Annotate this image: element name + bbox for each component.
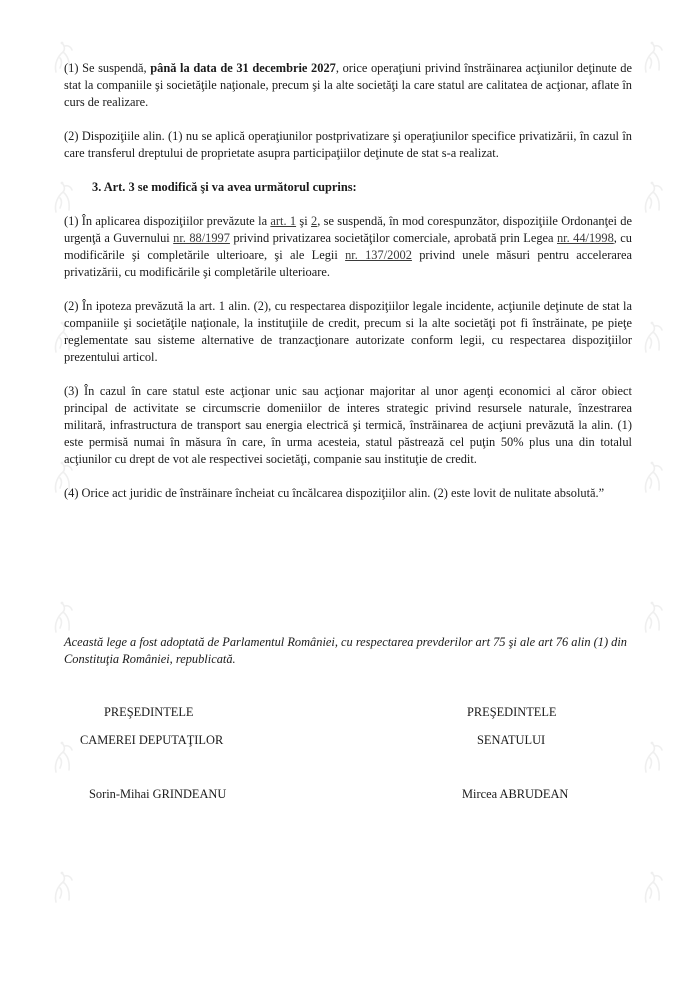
link-art-1[interactable]: art. 1 [270, 214, 297, 228]
paragraph-2: (2) Dispoziţiile alin. (1) nu se aplică operaţiunilor postprivatizare şi operaţiunilor specifice privatizării, în cazul în care transferul dreptului de proprietate asupra participaţiilor deţinute de stat s-a realizat. [64, 129, 632, 160]
parliament-logo-watermark-icon [640, 180, 666, 214]
paragraph-3 [64, 213, 632, 281]
paragraph-1-start: (1) Se suspendă, [64, 61, 151, 75]
left-signatory-name: Sorin-Mihai GRINDEANU [89, 787, 227, 801]
right-signatory-name: Mircea ABRUDEAN [462, 787, 569, 801]
law-text [64, 60, 632, 502]
parliament-logo-watermark-icon [50, 870, 76, 904]
paragraph-3-text-d: privind privatizarea societăţilor comerciale, aprobată prin Legea [229, 231, 557, 245]
adoption-note: Această lege a fost adoptată de Parlamentul României, cu respectarea prevderilor art 75 şi ale art 76 alin (1) din Constituţia României, republicată. [64, 635, 627, 666]
link-lege-137-2002[interactable]: nr. 137/2002 [345, 248, 412, 262]
paragraph-4: (2) În ipoteza prevăzută la art. 1 alin. (2), cu respectarea dispoziţiilor legale incidente, acţiunile deţinute de stat la companiile şi societăţile naţionale, la instituţiile de credit, precum si la alte societăţi pot fi înstrăinate, pe pieţe reglementate sau sisteme alternative de tranzacţionare autorizate conform legii, cu respectarea dispoziţiilor prezentului articol. [64, 299, 632, 364]
paragraph-3-text-a: (1) În aplicarea dispoziţiilor prevăzute la [64, 214, 271, 228]
left-signatory-title-2: CAMEREI DEPUTAŢILOR [80, 733, 224, 747]
parliament-logo-watermark-icon [640, 870, 666, 904]
parliament-logo-watermark-icon [640, 460, 666, 494]
paragraph-3-text-e: , cu modificările şi completările ulterioare, şi ale Legii [64, 231, 632, 262]
section-heading-3: 3. Art. 3 se modifică şi va avea următorul cuprins: [92, 180, 357, 194]
link-art-2[interactable]: 2 [311, 214, 318, 228]
link-oug-88-1997[interactable]: nr. 88/1997 [173, 231, 230, 245]
paragraph-3-text-c: , se suspendă, în mod corespunzător, dispoziţiile Ordonanţei de urgenţă a Guvernului [64, 214, 632, 245]
parliament-logo-watermark-icon [640, 320, 666, 354]
parliament-logo-watermark-icon [50, 600, 76, 634]
paragraph-3-text-b: şi [296, 214, 311, 228]
paragraph-5: (3) În cazul în care statul este acţionar unic sau acţionar majoritar al unor agenţi economici al căror obiect principal de activitate se circumscrie domeniilor de interes strategic privind resursele naturale, înzestrarea militară, infrastructura de transport sau energia electrică şi termică, înstrăinarea de acţiuni prevăzută la alin. (1) este permisă numai în măsura în care, în urma acesteia, statul păstrează cel puţin 50% plus una din totalul acţiunilor cu drept de vot ale respectivei societăţi, companie sau instituţie de credit. [64, 384, 632, 466]
paragraph-6: (4) Orice act juridic de înstrăinare încheiat cu încălcarea dispoziţiilor alin. (2) este lovit de nulitate absolută.” [64, 486, 605, 500]
paragraph-1-deadline: până la data de 31 decembrie 2027 [150, 61, 336, 75]
parliament-logo-watermark-icon [640, 600, 666, 634]
paragraph-3-text-f: privind unele măsuri pentru accelerarea privatizării, cu modificările şi completările ulterioare. [64, 248, 632, 279]
paragraph-1 [64, 60, 632, 111]
right-signatory-title-2: SENATULUI [477, 733, 546, 747]
paragraph-1-end: , orice operaţiuni privind înstrăinarea acţiunilor deţinute de stat la companiile şi societăţile naţionale, precum şi la alte societăţi la care statul are calitatea de acţionar, aflate în curs de realizare. [64, 61, 632, 109]
link-lege-44-1998[interactable]: nr. 44/1998 [556, 231, 614, 245]
right-signatory-title-1: PREŞEDINTELE [467, 705, 557, 719]
parliament-logo-watermark-icon [640, 40, 666, 74]
parliament-logo-watermark-icon [640, 740, 666, 774]
left-signatory-title-1: PREŞEDINTELE [104, 705, 194, 719]
parliament-logo-watermark-icon [50, 740, 76, 774]
